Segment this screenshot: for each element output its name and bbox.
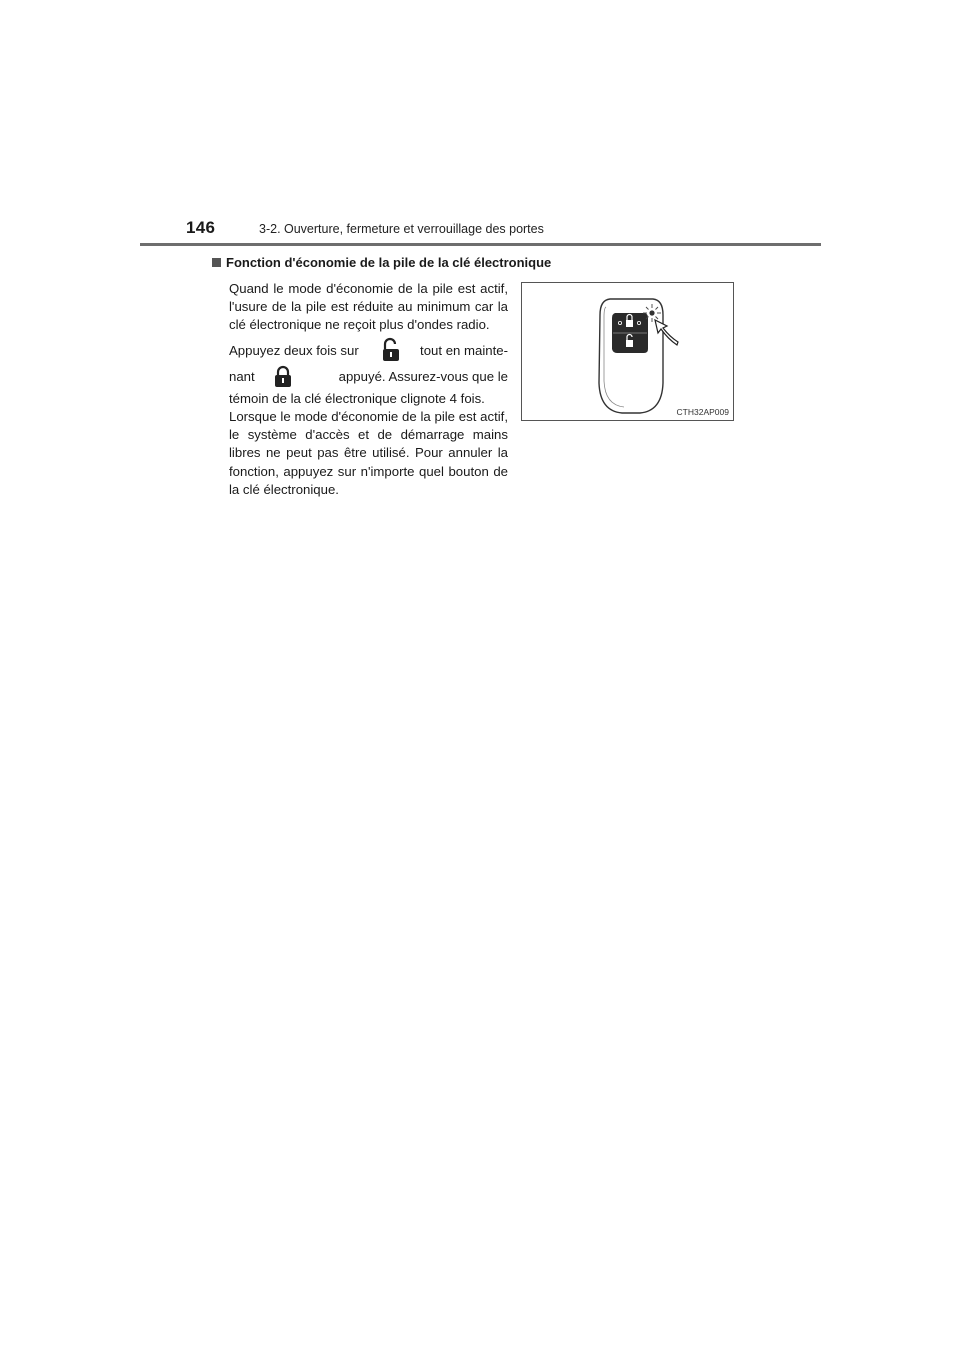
smart-key-illustration [522,283,733,420]
heading-bullet [212,258,221,267]
instruction-text-5: témoin de la clé électronique clignote 4 fois. [229,391,485,406]
page-number: 146 [186,218,216,237]
instruction-text-2: tout en mainte- [420,343,508,358]
instruction-line-2 [229,369,508,389]
figure-code: CTH32AP009 [676,407,729,417]
lock-icon [273,365,293,389]
paragraph-note: Lorsque le mode d'économie de la pile est actif, le système d'accès et de démarrage mains libres ne peut pas être utilisé. Pour annuler la fonction, appuyez sur n'importe quel bouton de la clé électronique. [229,409,508,497]
unlock-icon [381,337,401,363]
instruction-line-1 [229,343,508,363]
instruction-text-3: nant [229,369,255,384]
instruction-text-1: Appuyez deux fois sur [229,343,359,358]
section-heading-text: Fonction d'économie de la pile de la clé électronique [226,255,552,270]
header-rule [140,243,821,246]
key-figure [521,282,734,421]
instruction-text-4: appuyé. Assurez-vous que le [338,369,508,384]
paragraph-battery-saving: Quand le mode d'économie de la pile est actif, l'usure de la pile est réduite au minimum car la clé électronique ne reçoit plus d'ondes radio. [229,281,508,333]
chapter-title: 3-2. Ouverture, fermeture et verrouillage des portes [259,222,544,236]
section-heading [212,255,551,270]
